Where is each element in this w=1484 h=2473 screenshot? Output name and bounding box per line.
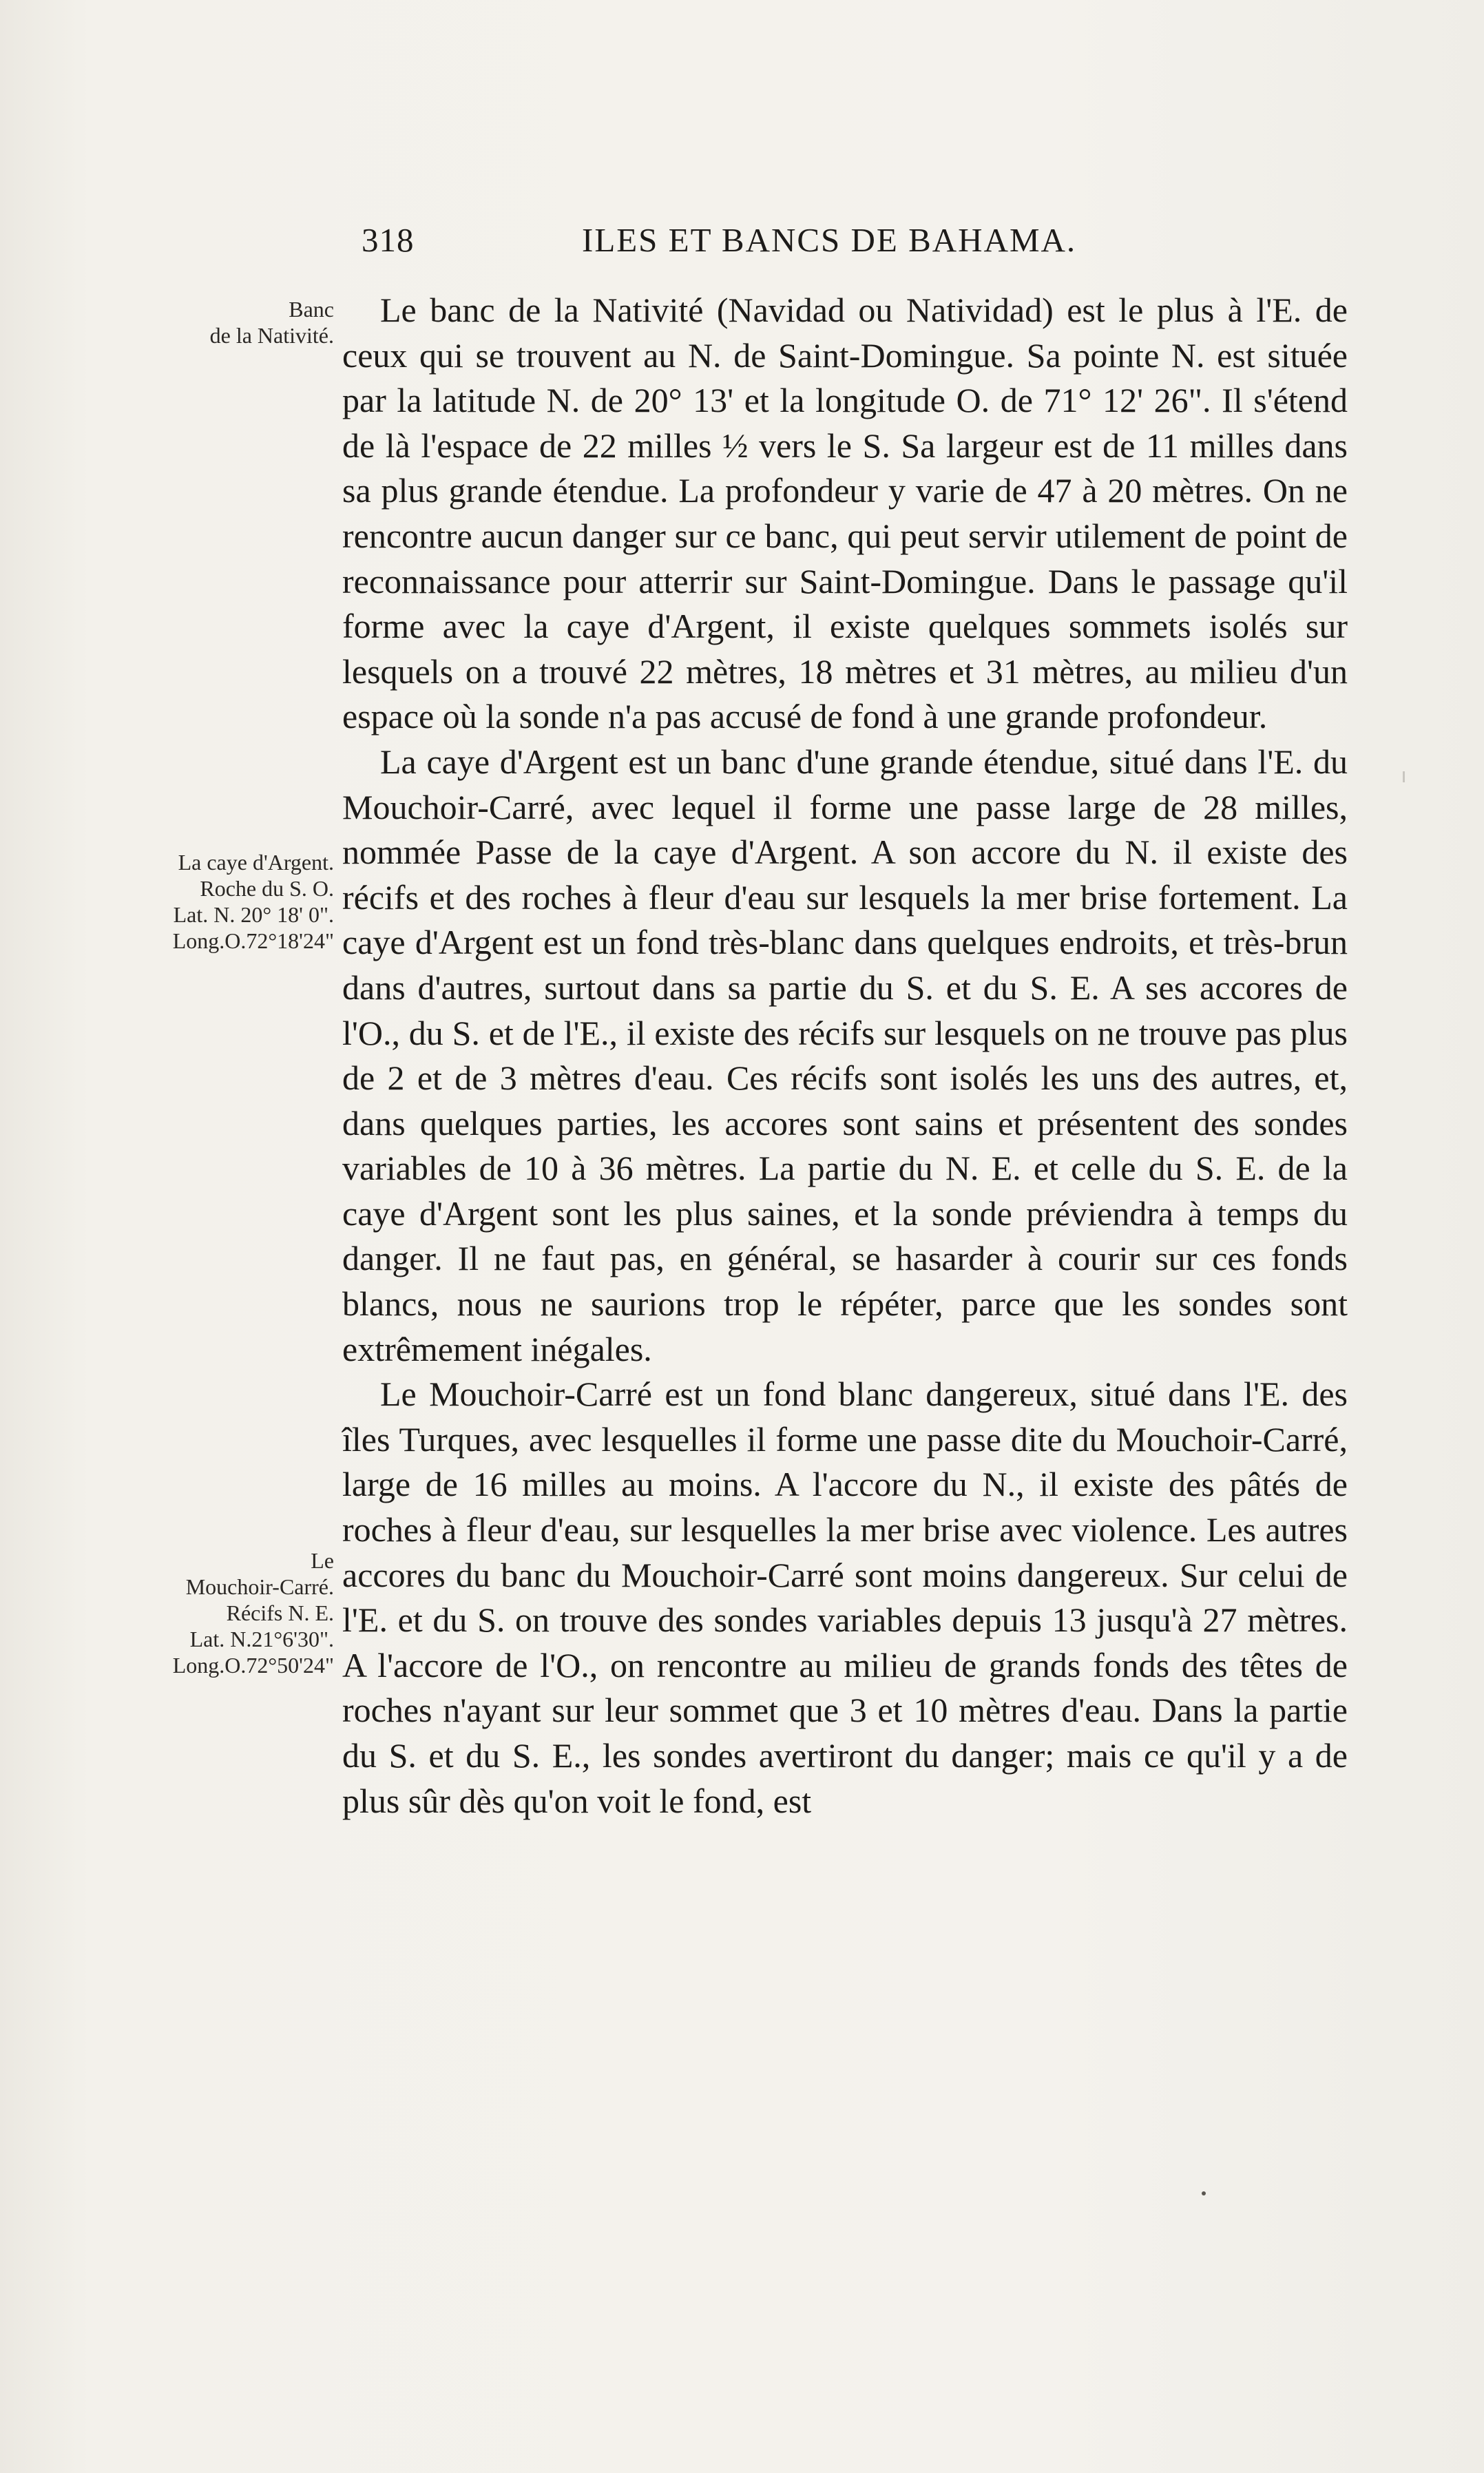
paragraph-caye-argent: La caye d'Argent est un banc d'une grande étendue, situé dans l'E. du Mouchoir-Carré, avec lequel il forme une passe large de 28 milles, nommée Passe de la caye d'Argent. A son accore du N. il existe des récifs et des roches à fleur d'eau sur lesquels la mer brise fortement. La caye d'Argent est un fond très-blanc dans quelques endroits, et très-brun dans d'autres, surtout dans sa partie du S. et du S. E. A ses accores de l'O., du S. et de l'E., il existe des récifs sur lesquels on ne trouve pas plus de 2 et de 3 mètres d'eau. Ces récifs sont isolés les uns des autres, et, dans quelques parties, les accores sont sains et présentent des sondes variables de 10 à 36 mètres. La partie du N. E. et celle du S. E. de la caye d'Argent sont les plus saines, et la sonde préviendra à temps du danger. Il ne faut pas, en général, se hasarder à courir sur ces fonds blancs, nous ne saurions trop le répéter, parce que les sondes sont extrêmement inégales. — [342, 742, 1348, 1368]
margin-note-line: Long.O.72°50'24" — [172, 1653, 334, 1678]
margin-note-mouchoir-carre — [65, 1547, 334, 1678]
paragraph-nativite: Le banc de la Nativité (Navidad ou Natividad) est le plus à l'E. de ceux qui se trouvent au N. de Saint-Domingue. Sa pointe N. est située par la latitude N. de 20° 13' et la longitude O. de 71° 12' 26". Il s'étend de là l'espace de 22 milles ½ vers le S. Sa largeur est de 11 milles dans sa plus grande étendue. La profondeur y varie de 47 à 20 mètres. On ne rencontre aucun danger sur ce banc, qui peut servir utilement de point de reconnaissance pour atterrir sur Saint-Domingue. Dans le passage qu'il forme avec la caye d'Argent, il existe quelques sommets isolés sur lesquels on a trouvé 22 mètres, 18 mètres et 31 mètres, au milieu d'un espace où la sonde n'a pas accusé de fond à une grande profondeur. — [342, 291, 1348, 736]
margin-note-line: Le — [311, 1548, 334, 1573]
margin-note-line: Lat. N. 20° 18' 0". — [173, 902, 334, 927]
margin-note-line: Mouchoir-Carré. — [185, 1574, 334, 1599]
margin-note-line: Récifs N. E. — [226, 1600, 334, 1625]
page-header — [341, 220, 1346, 269]
paragraph-mouchoir-carre: Le Mouchoir-Carré est un fond blanc dangereux, situé dans l'E. des îles Turques, avec lesquelles il forme une passe dite du Mouchoir-Carré, large de 16 milles au moins. A l'accore du N., il existe des pâtés de roches à fleur d'eau, sur lesquelles la mer brise avec violence. Les autres accores du banc du Mouchoir-Carré sont moins dangereux. Sur celui de l'E. et du S. on trouve des sondes variables depuis 13 jusqu'à 27 mètres. A l'accore de l'O., on rencontre au milieu de grands fonds des têtes de roches n'ayant sur leur sommet que 3 et 10 mètres d'eau. Dans la partie du S. et du S. E., les sondes avertiront du danger; mais ce qu'il y a de plus sûr dès qu'on voit le fond, est — [342, 1375, 1348, 1820]
margin-note-nativite — [65, 296, 334, 348]
body-text — [342, 288, 1348, 1824]
margin-note-line: Long.O.72°18'24" — [172, 928, 334, 953]
running-title: ILES ET BANCS DE BAHAMA. — [582, 221, 1077, 259]
margin-note-line: Banc — [289, 297, 334, 322]
margin-note-caye-argent — [65, 849, 334, 954]
margin-note-line: Roche du S. O. — [200, 876, 334, 901]
margin-note-line: de la Nativité. — [209, 323, 334, 348]
paper-mark — [1403, 771, 1405, 782]
margin-note-line: Lat. N.21°6'30". — [189, 1627, 334, 1651]
page-number: 318 — [362, 221, 415, 259]
margin-note-line: La caye d'Argent. — [178, 850, 334, 875]
ink-speck — [1202, 2191, 1206, 2195]
